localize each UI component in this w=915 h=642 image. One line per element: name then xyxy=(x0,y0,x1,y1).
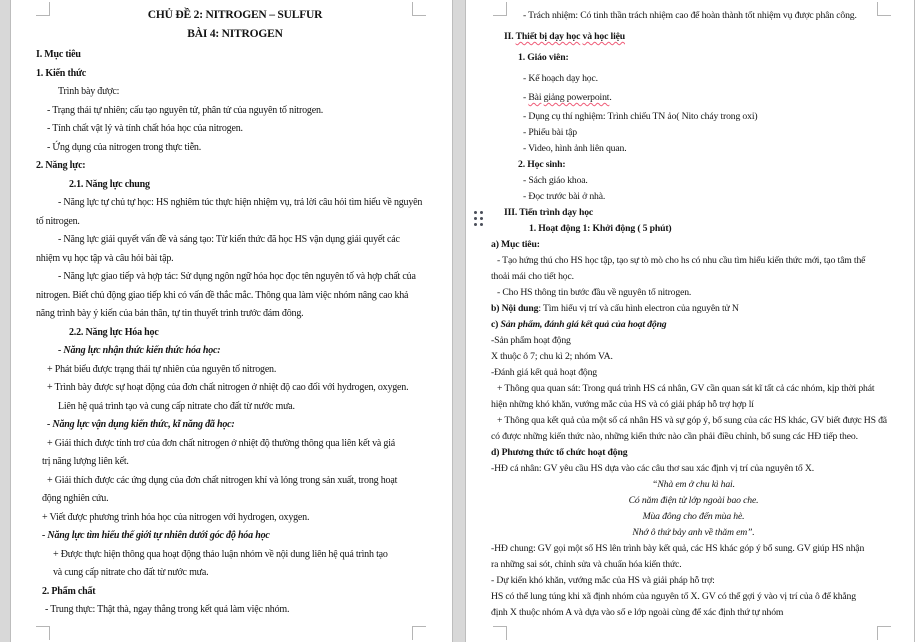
text-run: năng trình bày ý kiến của bản thân, tự tin thuyết trình trước đám đông. xyxy=(36,308,304,319)
text-line xyxy=(491,29,896,45)
text-line xyxy=(491,589,896,605)
text-run: - Dụng cụ thí nghiệm: Trình chiếu TN ảo( Nito cháy trong oxi) xyxy=(523,111,758,122)
text-line xyxy=(36,361,434,380)
text-line xyxy=(36,268,434,287)
text-run: ra những sai sót, chỉnh sửa và chuẩn hóa kiến thức. xyxy=(491,559,682,570)
text-run: c) xyxy=(491,319,501,330)
text-run: - Phiếu bài tập xyxy=(523,127,577,138)
text-run: Thiết bị dạy học xyxy=(515,31,581,42)
text-run: - Trung thực: Thật thà, ngay thẳng trong kết quả làm việc nhóm. xyxy=(45,604,290,615)
text-line xyxy=(36,601,434,620)
crop-mark xyxy=(877,626,891,640)
text-line xyxy=(491,493,896,509)
text-line xyxy=(491,125,896,141)
text-line xyxy=(36,324,434,343)
drag-handle-icon[interactable] xyxy=(474,211,483,226)
text-line xyxy=(36,398,434,417)
text-run: 2. Phẩm chất xyxy=(42,585,96,597)
text-line xyxy=(491,301,896,317)
text-line xyxy=(36,120,434,139)
text-run: + Được thực hiện thông qua hoạt động thảo luận nhóm về nội dung liên hệ quá trình tạo xyxy=(53,548,388,560)
text-run: + Viết được phương trình hóa học của nitrogen với hydrogen, oxygen. xyxy=(42,511,310,523)
text-line xyxy=(491,157,896,173)
text-run: và cung cấp nitrate cho đất từ nước mưa. xyxy=(53,567,209,578)
text-line xyxy=(491,509,896,525)
text-line xyxy=(491,573,896,589)
text-run: trị năng lượng liên kết. xyxy=(42,456,129,467)
crop-mark xyxy=(412,2,426,16)
text-run: : Tìm hiểu vị trí và cấu hình electron của nguyên tử N xyxy=(538,303,739,314)
text-line xyxy=(36,379,434,398)
text-run: - Ứng dụng của nitrogen trong thực tiễn. xyxy=(47,141,202,153)
text-line xyxy=(36,342,434,361)
text-line xyxy=(491,525,896,541)
text-line xyxy=(491,541,896,557)
text-run: a) Mục tiêu: xyxy=(491,239,540,250)
text-run: - Năng lực nhận thức kiến thức hóa học: xyxy=(58,345,221,356)
text-line xyxy=(491,605,896,621)
text-run: Liên hệ quá trình tạo và cung cấp nitrate cho đất từ nước mưa. xyxy=(58,400,295,412)
crop-mark xyxy=(412,626,426,640)
text-line xyxy=(36,435,434,454)
text-line xyxy=(491,221,896,237)
text-run: + Thông qua quan sát: Trong quá trình HS cá nhân, GV cần quan sát kĩ tất cả các nhóm, kịp thời phát xyxy=(497,383,875,394)
text-run: HS có thể lung túng khi xã định nhóm của nguyên tố X. GV có thể gợi ý vào vị trí của ô để khẳng xyxy=(491,591,856,602)
text-run: - Tính chất vật lý và tính chất hóa học của nitrogen. xyxy=(47,123,243,134)
text-run: Bài xyxy=(528,92,542,103)
text-run: - Trách nhiệm: Có tinh thần trách nhiệm cao để hoàn thành tốt nhiệm vụ được phân công. xyxy=(523,10,857,21)
text-run: - Cho HS thông tin bước đầu về nguyên tố nitrogen. xyxy=(497,287,692,298)
text-line xyxy=(491,237,896,253)
text-line xyxy=(36,527,434,546)
text-line xyxy=(36,83,434,102)
text-line xyxy=(491,109,896,125)
text-line xyxy=(36,287,434,306)
text-line xyxy=(491,397,896,413)
text-line xyxy=(491,71,896,87)
text-run: II. xyxy=(504,31,516,42)
text-run: Có năm điện tử lớp ngoài bao che. xyxy=(628,495,759,506)
text-line xyxy=(36,102,434,121)
text-line xyxy=(491,317,896,333)
text-line xyxy=(36,231,434,250)
text-run: X thuộc ô 7; chu kì 2; nhóm VA. xyxy=(491,351,613,362)
text-run: 1. Giáo viên: xyxy=(518,52,569,63)
text-run: Nhớ ô thứ bảy anh về thăm em”. xyxy=(632,527,755,538)
crop-mark xyxy=(36,626,50,640)
text-run: -Đánh giá kết quả hoạt động xyxy=(491,367,597,378)
text-run: - Sách giáo khoa. xyxy=(523,175,588,186)
text-line xyxy=(36,546,434,565)
text-run: - Tạo hứng thú cho HS học tập, tạo sự tò mò cho hs có nhu cầu tìm hiểu kiến thức mới, tạo tâm thế xyxy=(497,255,866,266)
text-line xyxy=(491,413,896,429)
text-line xyxy=(491,429,896,445)
text-run: - Năng lực vận dụng kiến thức, kĩ năng đã học: xyxy=(47,419,235,430)
text-run: - Dự kiến khó khăn, vướng mắc của HS và giải pháp hỗ trợ: xyxy=(491,575,715,586)
text-run: + Thông qua kết quả của một số cá nhân HS và sự góp ý, bổ sung của các HS khác, GV biết được HS đã xyxy=(497,415,887,426)
text-line xyxy=(36,157,434,176)
text-line xyxy=(36,194,434,213)
text-line xyxy=(36,65,434,84)
text-run: và học liệu xyxy=(582,31,625,42)
text-line xyxy=(491,333,896,349)
text-line xyxy=(36,139,434,158)
text-line xyxy=(491,445,896,461)
text-line xyxy=(491,381,896,397)
text-run: tố nitrogen. xyxy=(36,215,80,227)
text-line xyxy=(491,253,896,269)
text-run: - Năng lực tìm hiểu thế giới tự nhiên dưới góc độ hóa học xyxy=(42,530,270,541)
text-run: hiện những khó khăn, vướng mắc của HS và có giải pháp hỗ trợ hợp lí xyxy=(491,399,754,410)
text-line xyxy=(36,213,434,232)
text-run: -HĐ chung: GV gọi một số HS lên trình bày kết quả, các HS khác góp ý bổ sung. GV giúp HS nhận xyxy=(491,543,865,554)
text-run: - Năng lực tự chủ tự học: HS nghiêm túc thực hiện nhiệm vụ, trả lời câu hỏi tìm hiểu về nguyên xyxy=(58,197,423,208)
text-run: - Kế hoạch dạy học. xyxy=(523,73,598,84)
text-run: 2.1. Năng lực chung xyxy=(69,178,150,190)
text-run: + Phát biểu được trạng thái tự nhiên của nguyên tố nitrogen. xyxy=(47,363,277,375)
document-page-left xyxy=(10,0,453,642)
text-line xyxy=(36,453,434,472)
text-run: động nghiên cứu. xyxy=(42,493,109,504)
text-run: 2. Năng lực: xyxy=(36,160,86,171)
text-run: Sản phẩm, đánh giá kết quả của hoạt động xyxy=(500,319,667,330)
text-line xyxy=(491,50,896,66)
text-line xyxy=(36,46,434,65)
text-run: nitrogen. Biết chủ động giao tiếp khi có vấn đề thắc mắc. Thông qua làm việc nhóm nâng cao khả xyxy=(36,289,409,301)
crop-mark xyxy=(877,2,891,16)
crop-mark xyxy=(493,2,507,16)
text-line xyxy=(491,269,896,285)
text-run: d) Phương thức tổ chức hoạt động xyxy=(491,447,628,458)
text-run: Trình bày được: xyxy=(58,86,120,97)
text-line xyxy=(36,416,434,435)
document-page-right xyxy=(465,0,915,642)
text-line xyxy=(36,250,434,269)
text-line xyxy=(491,285,896,301)
text-line xyxy=(36,509,434,528)
text-line xyxy=(491,365,896,381)
text-run: 2.2. Năng lực Hóa học xyxy=(69,326,159,338)
text-run: - Đọc trước bài ở nhà. xyxy=(523,191,606,202)
text-run: giảng powerpoint xyxy=(543,92,610,103)
text-run: b) Nội dung xyxy=(491,303,539,314)
text-run: -Sản phẩm hoạt động xyxy=(491,335,571,346)
text-run: BÀI 4: NITROGEN xyxy=(187,27,283,40)
text-line xyxy=(36,25,434,44)
text-run: III. Tiến trình dạy học xyxy=(504,207,594,218)
crop-mark xyxy=(493,626,507,640)
text-run: thoải mái cho tiết học. xyxy=(491,271,574,282)
text-line xyxy=(491,349,896,365)
text-run: - Trạng thái tự nhiên; cấu tạo nguyên tử, phân tử của nguyên tố nitrogen. xyxy=(47,104,324,116)
text-run: + Giải thích được tính trơ của đơn chất nitrogen ở nhiệt độ thường thông qua liên kết và giá xyxy=(47,437,396,449)
text-run: - Năng lực giải quyết vấn đề và sáng tạo: Từ kiến thức đã học HS vận dụng giải quyết các xyxy=(58,234,400,245)
text-line xyxy=(491,461,896,477)
text-line xyxy=(491,173,896,189)
text-run: + Giải thích được các ứng dụng của đơn chất nitrogen khí và lỏng trong sản xuất, trong hoạt xyxy=(47,474,398,486)
text-line xyxy=(36,564,434,583)
text-run: định X thuộc nhóm A và dựa vào số e lớp ngoài cùng để xác định thứ tự nhóm xyxy=(491,607,784,618)
text-run: có được những kiến thức nào, những kiến thức nào cần phải điều chỉnh, bổ sung các HĐ tiếp theo. xyxy=(491,431,858,442)
text-line xyxy=(36,176,434,195)
text-run: I. Mục tiêu xyxy=(36,49,81,60)
text-run: Mùa đông cho đến mùa hè. xyxy=(642,511,745,522)
text-run: “Nhà em ở chu kì hai. xyxy=(652,479,735,490)
text-run: 1. Hoạt động 1: Khởi động ( 5 phút) xyxy=(529,223,672,234)
text-run: 2. Học sinh: xyxy=(518,159,566,170)
text-line xyxy=(491,8,896,24)
text-run: . xyxy=(609,92,612,103)
text-run: -HĐ cá nhân: GV yêu cầu HS dựa vào các câu thơ sau xác định vị trí của nguyên tố X. xyxy=(491,463,814,474)
text-line xyxy=(491,477,896,493)
text-run: nhiệm vụ học tập và câu hỏi bài tập. xyxy=(36,252,174,264)
text-run: 1. Kiến thức xyxy=(36,67,86,79)
text-line xyxy=(491,90,896,106)
text-line xyxy=(36,583,434,602)
text-line xyxy=(491,557,896,573)
text-line xyxy=(491,205,896,221)
text-line xyxy=(36,490,434,509)
text-line xyxy=(491,141,896,157)
text-line xyxy=(36,472,434,491)
text-line xyxy=(491,189,896,205)
crop-mark xyxy=(36,2,50,16)
text-run: - xyxy=(523,92,529,103)
text-line xyxy=(36,305,434,324)
text-line xyxy=(36,6,434,25)
text-run: - Năng lực giao tiếp và hợp tác: Sử dụng ngôn ngữ hóa học đọc tên nguyên tố và hợp chất của xyxy=(58,271,416,282)
text-run: + Trình bày được sự hoạt động của đơn chất nitrogen ở nhiệt độ cao đối với hydrogen, oxygen. xyxy=(47,382,409,393)
text-run: CHỦ ĐỀ 2: NITROGEN – SULFUR xyxy=(147,9,323,21)
text-run: - Video, hình ảnh liên quan. xyxy=(523,143,627,154)
